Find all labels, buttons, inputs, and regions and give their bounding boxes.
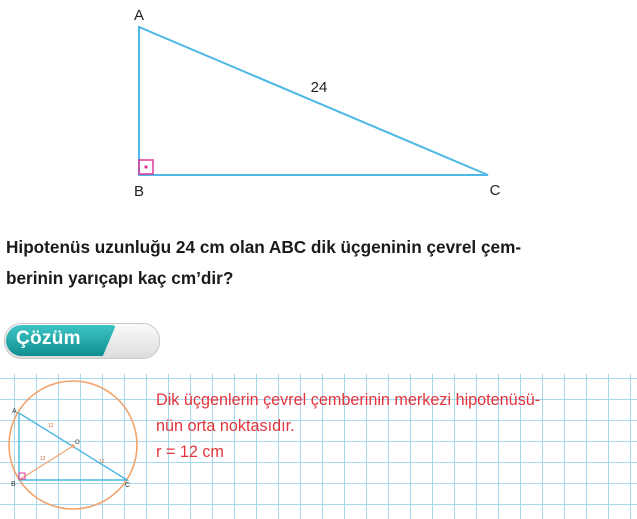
hypotenuse-length-label: 24	[310, 79, 328, 96]
median-line	[19, 446, 73, 480]
small-vertex-b: B	[11, 481, 16, 488]
triangle-figure	[0, 0, 637, 220]
right-angle-dot	[144, 165, 147, 168]
small-label-oc: 12	[99, 459, 105, 465]
small-label-bo: 12	[40, 456, 46, 462]
solution-answer	[156, 387, 636, 465]
circumcircle-figure	[0, 374, 150, 519]
small-center-o: O	[75, 440, 80, 446]
question-line-2: berinin yarıçapı kaç cm’dir?	[6, 268, 234, 288]
question-line-1: Hipotenüs uzunluğu 24 cm olan ABC dik üçgeninin çevrel çem-	[6, 237, 522, 257]
small-vertex-c: C	[125, 482, 131, 489]
small-label-ao: 12	[48, 423, 54, 429]
question-text	[6, 232, 632, 294]
solution-badge	[4, 323, 160, 359]
answer-line-1: Dik üçgenlerin çevrel çemberinin merkezi hipotenüsü-	[156, 391, 541, 409]
vertex-label-c: C	[489, 182, 501, 199]
vertex-label-b: B	[133, 183, 145, 200]
triangle-abc	[139, 27, 488, 175]
answer-line-3: r = 12 cm	[156, 443, 224, 461]
vertex-label-a: A	[133, 7, 145, 24]
small-vertex-a: A	[12, 408, 17, 415]
answer-line-2: nün orta noktasıdır.	[156, 417, 295, 435]
solution-badge-label: Çözüm	[16, 328, 81, 349]
